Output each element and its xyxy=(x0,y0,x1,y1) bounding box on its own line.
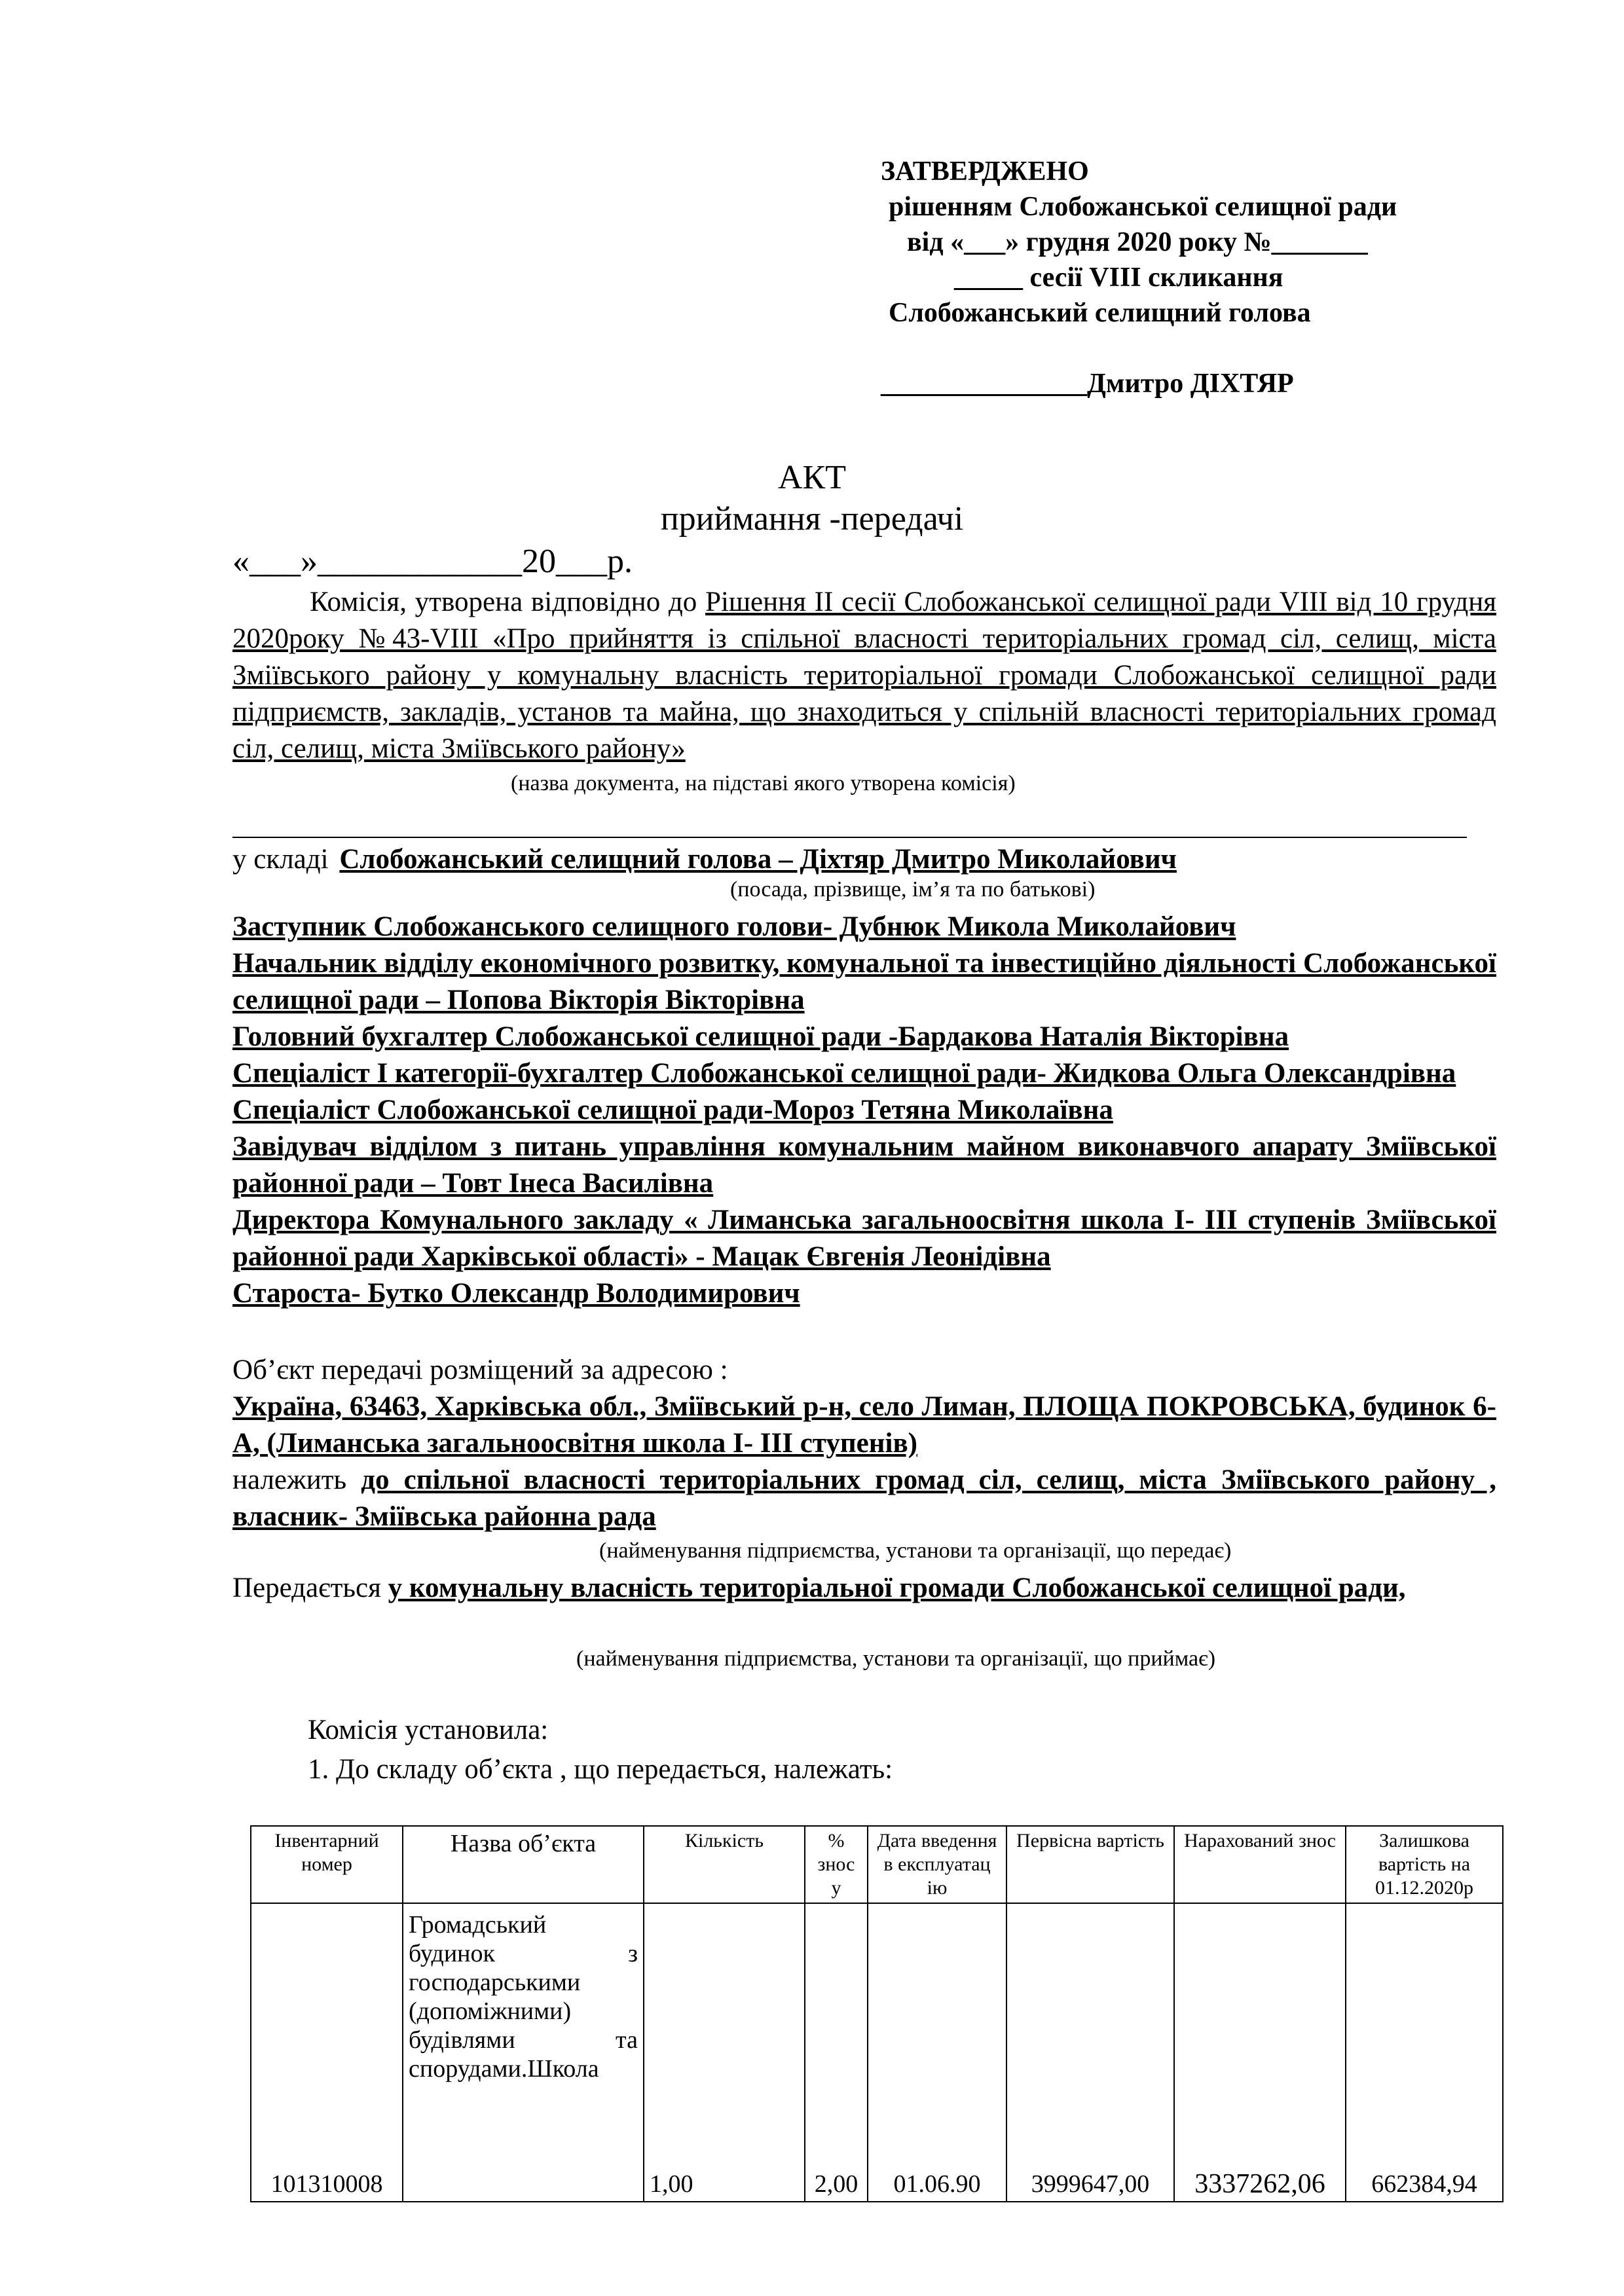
col-header-inventory: Інвентарний номер xyxy=(251,1826,403,1903)
belongs-caption: (найменування підприємства, установи та організації, що передає) xyxy=(599,1539,1232,1563)
approval-session: _____ сесії VIII скликання xyxy=(954,263,1283,293)
composition-line xyxy=(232,841,1479,878)
member-2: Начальник відділу економічного розвитку, комунальної та інвестиційно діяльності Слобожанської селищної ради – Попова Вікторія Вікторівна xyxy=(232,948,1496,1015)
approval-date: від «___» грудня 2020 року №_______ xyxy=(907,227,1368,257)
transfer-label: Передається xyxy=(232,1573,381,1603)
composition-label: у складі xyxy=(232,844,329,875)
member-6: Завідувач відділом з питань управління комунальним майном виконавчого апарату Зміївської районної ради – Товт Інеса Василівна xyxy=(232,1131,1496,1199)
approval-signature: _______________Дмитро ДІХТЯР xyxy=(881,369,1294,399)
cell-residual: 662384,94 xyxy=(1346,1903,1503,2202)
col-header-name: Назва об’єкта xyxy=(403,1826,644,1903)
doc-subtitle: приймання -передачі xyxy=(660,500,964,538)
separator-line xyxy=(232,837,1467,838)
col-header-initial-cost: Первісна вартість xyxy=(1006,1826,1174,1903)
assets-table xyxy=(250,1825,1504,2202)
members-list xyxy=(232,909,1496,1312)
member-3: Головний бухгалтер Слобожанської селищної ради -Бардакова Наталія Вікторівна xyxy=(232,1021,1289,1052)
belongs-label: належить xyxy=(232,1465,347,1495)
col-header-quantity: Кількість xyxy=(644,1826,805,1903)
cell-depreciation: 3337262,06 xyxy=(1174,1903,1346,2202)
commission-basis: Рішення II сесії Слобожанської селищної ради VIII від 10 грудня 2020року №43-VIII «Про прийняття із спільної власності територіальних громад сіл, селищ, міста Зміївського району у комунальну власність територіальної громади Слобожанської селищної ради підприємств, закладів, установ та майна, що знаходиться у спільній власності територіальних громад сіл, селищ, міста Зміївського району» xyxy=(232,587,1496,764)
member-4: Спеціаліст І категорії-бухгалтер Слобожанської селищної ради- Жидкова Ольга Олександрівна xyxy=(232,1058,1456,1089)
table-row xyxy=(251,1903,1503,2202)
col-header-commission-date: Дата введення в експлуатац ію xyxy=(868,1826,1006,1903)
cell-initial-cost: 3999647,00 xyxy=(1006,1903,1174,2202)
approval-signer-title: Слобожанський селищний голова xyxy=(889,298,1311,328)
col-header-wear-percent: % знос у xyxy=(805,1826,868,1903)
address-label: Об’єкт передачі розміщений за адресою : xyxy=(232,1355,728,1385)
col-header-depreciation: Нарахований знос xyxy=(1174,1826,1346,1903)
member-5: Спеціаліст Слобожанської селищної ради-Мороз Тетяна Миколаївна xyxy=(232,1095,1113,1125)
member-7: Директора Комунального закладу « Лиманська загальноосвітня школа І- ІІІ ступенів Зміївської районної ради Харківської області» - Мацак Євгенія Леонідівна xyxy=(232,1205,1496,1272)
basis-caption: (назва документа, на підставі якого утворена комісія) xyxy=(511,771,1016,795)
transfer-caption: (найменування підприємства, установи та організації, що приймає) xyxy=(576,1647,1216,1671)
doc-title: АКТ xyxy=(778,459,846,496)
member-8: Староста- Бутко Олександр Володимирович xyxy=(232,1278,800,1309)
cell-wear-percent: 2,00 xyxy=(805,1903,868,2202)
object-address: Україна, 63463, Харківська обл., Зміївський р-н, село Лиман, ПЛОЩА ПОКРОВСЬКА, будинок 6- А, (Лиманська загальноосвітня школа І- ІІІ ступенів) xyxy=(232,1391,1496,1459)
col-header-residual: Залишкова вартість на 01.12.2020р xyxy=(1346,1826,1503,1903)
findings-item-1: 1. До складу об’єкта , що передається, належать: xyxy=(308,1754,893,1785)
findings-heading: Комісія установила: xyxy=(308,1715,549,1745)
cell-inventory: 101310008 xyxy=(251,1903,403,2202)
commission-paragraph xyxy=(232,584,1496,767)
approval-decision: рішенням Слобожанської селищної ради xyxy=(889,192,1397,222)
head-caption: (посада, прізвище, ім’я та по батькові) xyxy=(730,877,1096,902)
cell-quantity: 1,00 xyxy=(644,1903,805,2202)
transfer-value: у комунальну власність територіальної громади Слобожанської селищної ради, xyxy=(388,1573,1406,1603)
approval-heading: ЗАТВЕРДЖЕНО xyxy=(881,156,1089,187)
cell-name: Громадський будинок з господарськими (допоміжними) будівлями та спорудами.Школа xyxy=(403,1903,644,2202)
belongs-paragraph xyxy=(232,1462,1496,1535)
table-header-row xyxy=(251,1826,1503,1903)
cell-commission-date: 01.06.90 xyxy=(868,1903,1006,2202)
doc-date-line: «___»____________20___р. xyxy=(232,543,633,580)
transfer-paragraph xyxy=(232,1570,1496,1607)
member-1: Заступник Слобожанського селищного голови- Дубнюк Микола Миколайович xyxy=(232,911,1236,942)
belongs-value: до спільної власності територіальних громад сіл, селищ, міста Зміївського району , власник- Зміївська районна рада xyxy=(232,1465,1497,1532)
commission-head: Слобожанський селищний голова – Діхтяр Дмитро Миколайович xyxy=(339,844,1177,875)
approval-block xyxy=(881,154,1397,401)
commission-intro: Комісія, утворена відповідно до xyxy=(310,587,697,617)
